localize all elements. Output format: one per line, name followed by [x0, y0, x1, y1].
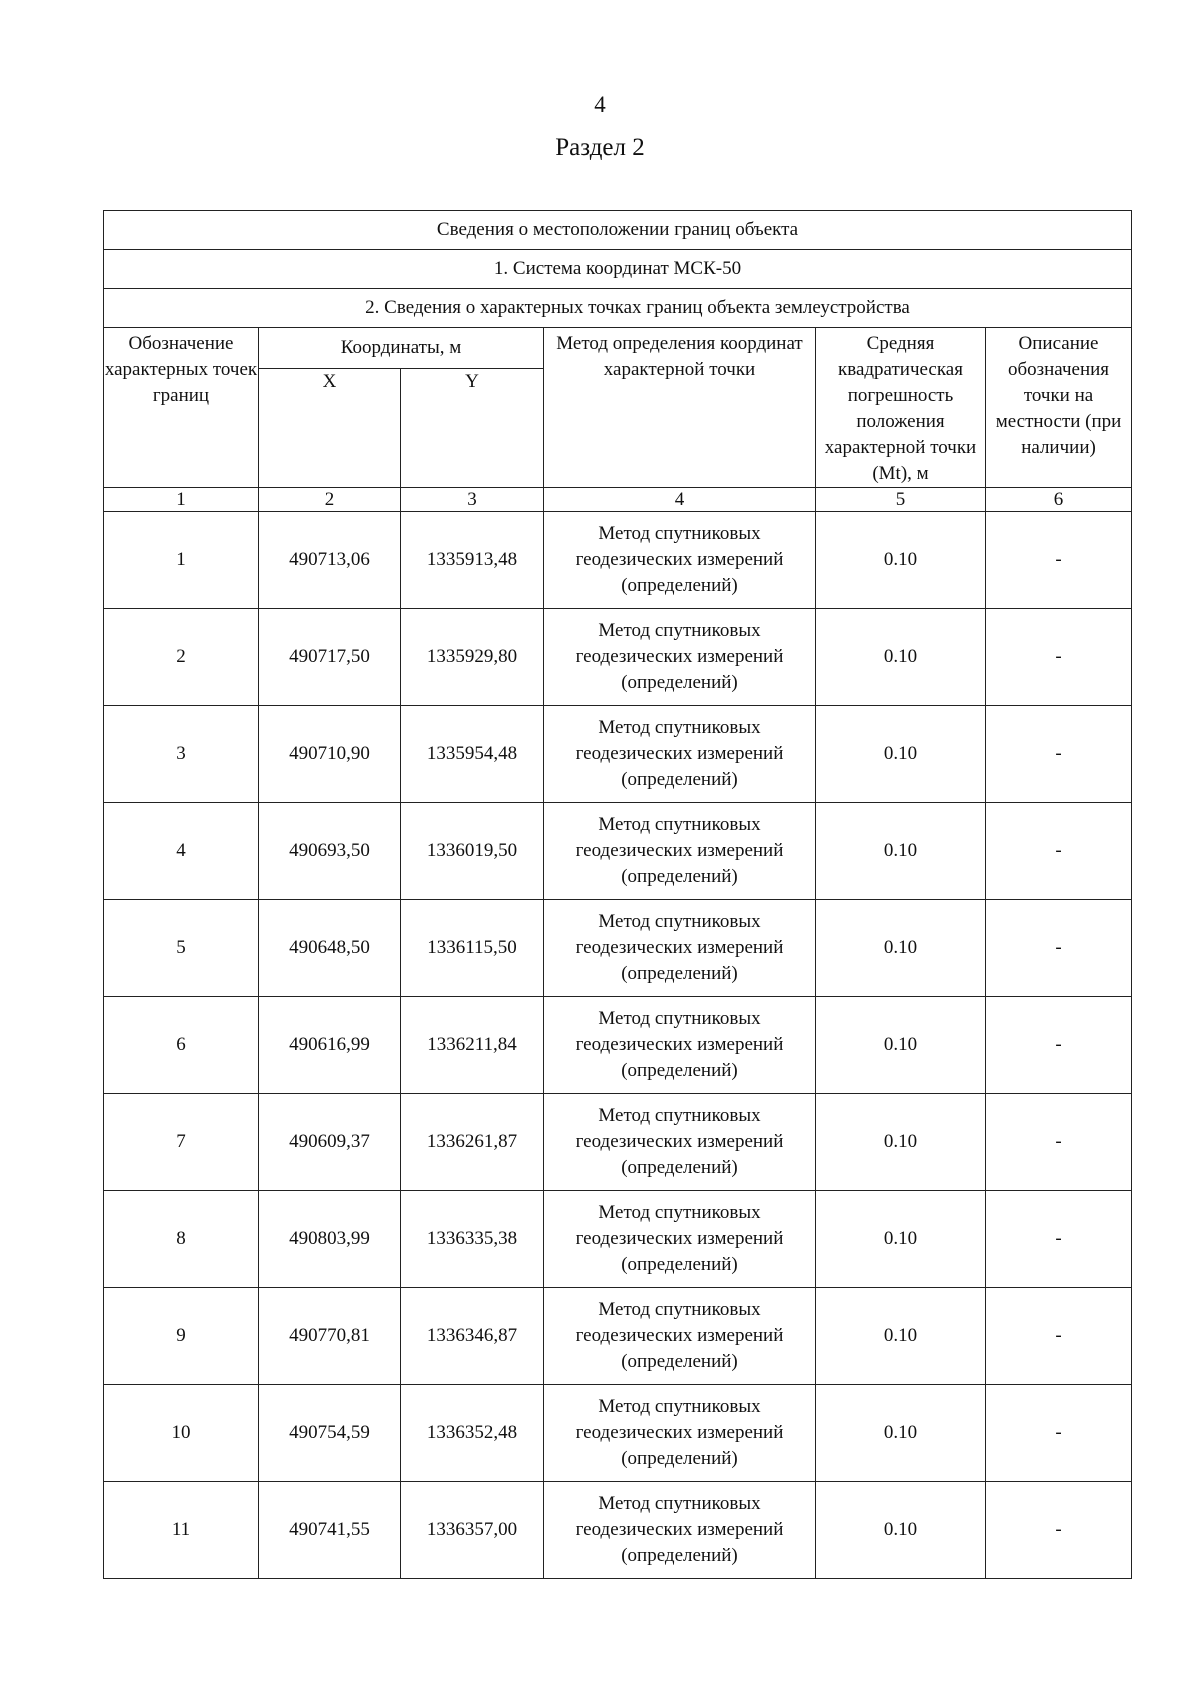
- y-coordinate-cell: 1336346,87: [401, 1288, 544, 1385]
- x-coordinate-cell: 490741,55: [259, 1482, 401, 1579]
- method-cell: [544, 512, 816, 609]
- method-line: (определений): [621, 1351, 738, 1372]
- method-line: Метод спутниковых: [598, 620, 761, 641]
- header-row: [104, 328, 1132, 369]
- page-number: 4: [594, 92, 606, 117]
- point-cell: 4: [104, 803, 259, 900]
- table-title-row: [104, 211, 1132, 250]
- table-row: [104, 1191, 1132, 1288]
- accuracy-cell: 0.10: [816, 997, 986, 1094]
- y-coordinate-cell: 1336019,50: [401, 803, 544, 900]
- description-cell: -: [986, 1191, 1132, 1288]
- method-line: геодезических измерений: [575, 1228, 784, 1249]
- accuracy-cell: 0.10: [816, 512, 986, 609]
- method-line: Метод спутниковых: [598, 1008, 761, 1029]
- table-row: [104, 900, 1132, 997]
- point-cell: 8: [104, 1191, 259, 1288]
- table-row: [104, 1385, 1132, 1482]
- table-row: [104, 1094, 1132, 1191]
- method-line: Метод спутниковых: [598, 1493, 761, 1514]
- coordinate-system-row: [104, 250, 1132, 289]
- point-cell: 2: [104, 609, 259, 706]
- column-number: 3: [401, 488, 544, 512]
- table-row: [104, 803, 1132, 900]
- column-number: 5: [816, 488, 986, 512]
- description-cell: -: [986, 1094, 1132, 1191]
- description-cell: -: [986, 706, 1132, 803]
- method-cell: [544, 706, 816, 803]
- method-cell: [544, 1385, 816, 1482]
- method-line: Метод спутниковых: [598, 911, 761, 932]
- header-coordinates: Координаты, м: [259, 328, 544, 369]
- y-coordinate-cell: 1335929,80: [401, 609, 544, 706]
- method-line: Метод спутниковых: [598, 717, 761, 738]
- description-cell: -: [986, 1482, 1132, 1579]
- x-coordinate-cell: 490770,81: [259, 1288, 401, 1385]
- accuracy-cell: 0.10: [816, 1482, 986, 1579]
- method-line: геодезических измерений: [575, 1034, 784, 1055]
- method-line: геодезических измерений: [575, 1422, 784, 1443]
- point-cell: 6: [104, 997, 259, 1094]
- method-line: геодезических измерений: [575, 1325, 784, 1346]
- accuracy-cell: 0.10: [816, 706, 986, 803]
- coordinate-system: 1. Система координат МСК-50: [104, 250, 1132, 289]
- table-row: [104, 1288, 1132, 1385]
- method-line: (определений): [621, 963, 738, 984]
- point-cell: 1: [104, 512, 259, 609]
- y-coordinate-cell: 1335954,48: [401, 706, 544, 803]
- x-coordinate-cell: 490803,99: [259, 1191, 401, 1288]
- x-coordinate-cell: 490609,37: [259, 1094, 401, 1191]
- method-line: Метод спутниковых: [598, 1299, 761, 1320]
- accuracy-cell: 0.10: [816, 900, 986, 997]
- description-cell: -: [986, 512, 1132, 609]
- header-x: X: [259, 368, 401, 487]
- description-cell: -: [986, 609, 1132, 706]
- x-coordinate-cell: 490713,06: [259, 512, 401, 609]
- header-description: Описание обозначения точки на местности (при наличии): [986, 328, 1132, 488]
- method-line: геодезических измерений: [575, 646, 784, 667]
- method-line: Метод спутниковых: [598, 1105, 761, 1126]
- header-designation: Обозначение характерных точек границ: [104, 328, 259, 488]
- point-cell: 10: [104, 1385, 259, 1482]
- method-line: Метод спутниковых: [598, 1396, 761, 1417]
- y-coordinate-cell: 1335913,48: [401, 512, 544, 609]
- table-row: [104, 1482, 1132, 1579]
- method-line: Метод спутниковых: [598, 523, 761, 544]
- x-coordinate-cell: 490710,90: [259, 706, 401, 803]
- accuracy-cell: 0.10: [816, 1385, 986, 1482]
- description-cell: -: [986, 803, 1132, 900]
- method-line: геодезических измерений: [575, 840, 784, 861]
- accuracy-cell: 0.10: [816, 803, 986, 900]
- method-cell: [544, 997, 816, 1094]
- table-title: Сведения о местоположении границ объекта: [104, 211, 1132, 250]
- method-line: геодезических измерений: [575, 743, 784, 764]
- method-line: (определений): [621, 1254, 738, 1275]
- accuracy-cell: 0.10: [816, 1191, 986, 1288]
- y-coordinate-cell: 1336357,00: [401, 1482, 544, 1579]
- points-heading: 2. Сведения о характерных точках границ объекта землеустройства: [104, 289, 1132, 328]
- point-cell: 7: [104, 1094, 259, 1191]
- point-cell: 5: [104, 900, 259, 997]
- method-line: геодезических измерений: [575, 1131, 784, 1152]
- points-heading-row: [104, 289, 1132, 328]
- y-coordinate-cell: 1336115,50: [401, 900, 544, 997]
- x-coordinate-cell: 490693,50: [259, 803, 401, 900]
- header-y: Y: [401, 368, 544, 487]
- method-line: геодезических измерений: [575, 549, 784, 570]
- column-numbers-row: [104, 488, 1132, 512]
- table-row: [104, 997, 1132, 1094]
- column-number: 1: [104, 488, 259, 512]
- section-title: Раздел 2: [555, 134, 645, 161]
- y-coordinate-cell: 1336335,38: [401, 1191, 544, 1288]
- table-row: [104, 706, 1132, 803]
- x-coordinate-cell: 490648,50: [259, 900, 401, 997]
- point-cell: 11: [104, 1482, 259, 1579]
- header-accuracy: Средняя квадратическая погрешность положения характерной точки (Mt), м: [816, 328, 986, 488]
- accuracy-cell: 0.10: [816, 1094, 986, 1191]
- method-cell: [544, 1191, 816, 1288]
- column-number: 6: [986, 488, 1132, 512]
- method-cell: [544, 1482, 816, 1579]
- header-method: Метод определения координат характерной точки: [544, 328, 816, 488]
- point-cell: 3: [104, 706, 259, 803]
- method-line: (определений): [621, 672, 738, 693]
- x-coordinate-cell: 490717,50: [259, 609, 401, 706]
- method-line: геодезических измерений: [575, 1519, 784, 1540]
- method-line: (определений): [621, 1448, 738, 1469]
- y-coordinate-cell: 1336211,84: [401, 997, 544, 1094]
- point-cell: 9: [104, 1288, 259, 1385]
- y-coordinate-cell: 1336261,87: [401, 1094, 544, 1191]
- method-line: Метод спутниковых: [598, 1202, 761, 1223]
- description-cell: -: [986, 900, 1132, 997]
- method-line: (определений): [621, 1545, 738, 1566]
- description-cell: -: [986, 997, 1132, 1094]
- method-line: геодезических измерений: [575, 937, 784, 958]
- description-cell: -: [986, 1385, 1132, 1482]
- accuracy-cell: 0.10: [816, 1288, 986, 1385]
- method-cell: [544, 900, 816, 997]
- description-cell: -: [986, 1288, 1132, 1385]
- boundary-points-table: [103, 210, 1132, 1579]
- y-coordinate-cell: 1336352,48: [401, 1385, 544, 1482]
- method-line: (определений): [621, 1060, 738, 1081]
- method-line: (определений): [621, 866, 738, 887]
- x-coordinate-cell: 490754,59: [259, 1385, 401, 1482]
- method-cell: [544, 1094, 816, 1191]
- method-cell: [544, 803, 816, 900]
- method-cell: [544, 1288, 816, 1385]
- method-line: (определений): [621, 1157, 738, 1178]
- method-line: Метод спутниковых: [598, 814, 761, 835]
- x-coordinate-cell: 490616,99: [259, 997, 401, 1094]
- column-number: 2: [259, 488, 401, 512]
- accuracy-cell: 0.10: [816, 609, 986, 706]
- table-row: [104, 512, 1132, 609]
- table-row: [104, 609, 1132, 706]
- column-number: 4: [544, 488, 816, 512]
- method-cell: [544, 609, 816, 706]
- method-line: (определений): [621, 769, 738, 790]
- method-line: (определений): [621, 575, 738, 596]
